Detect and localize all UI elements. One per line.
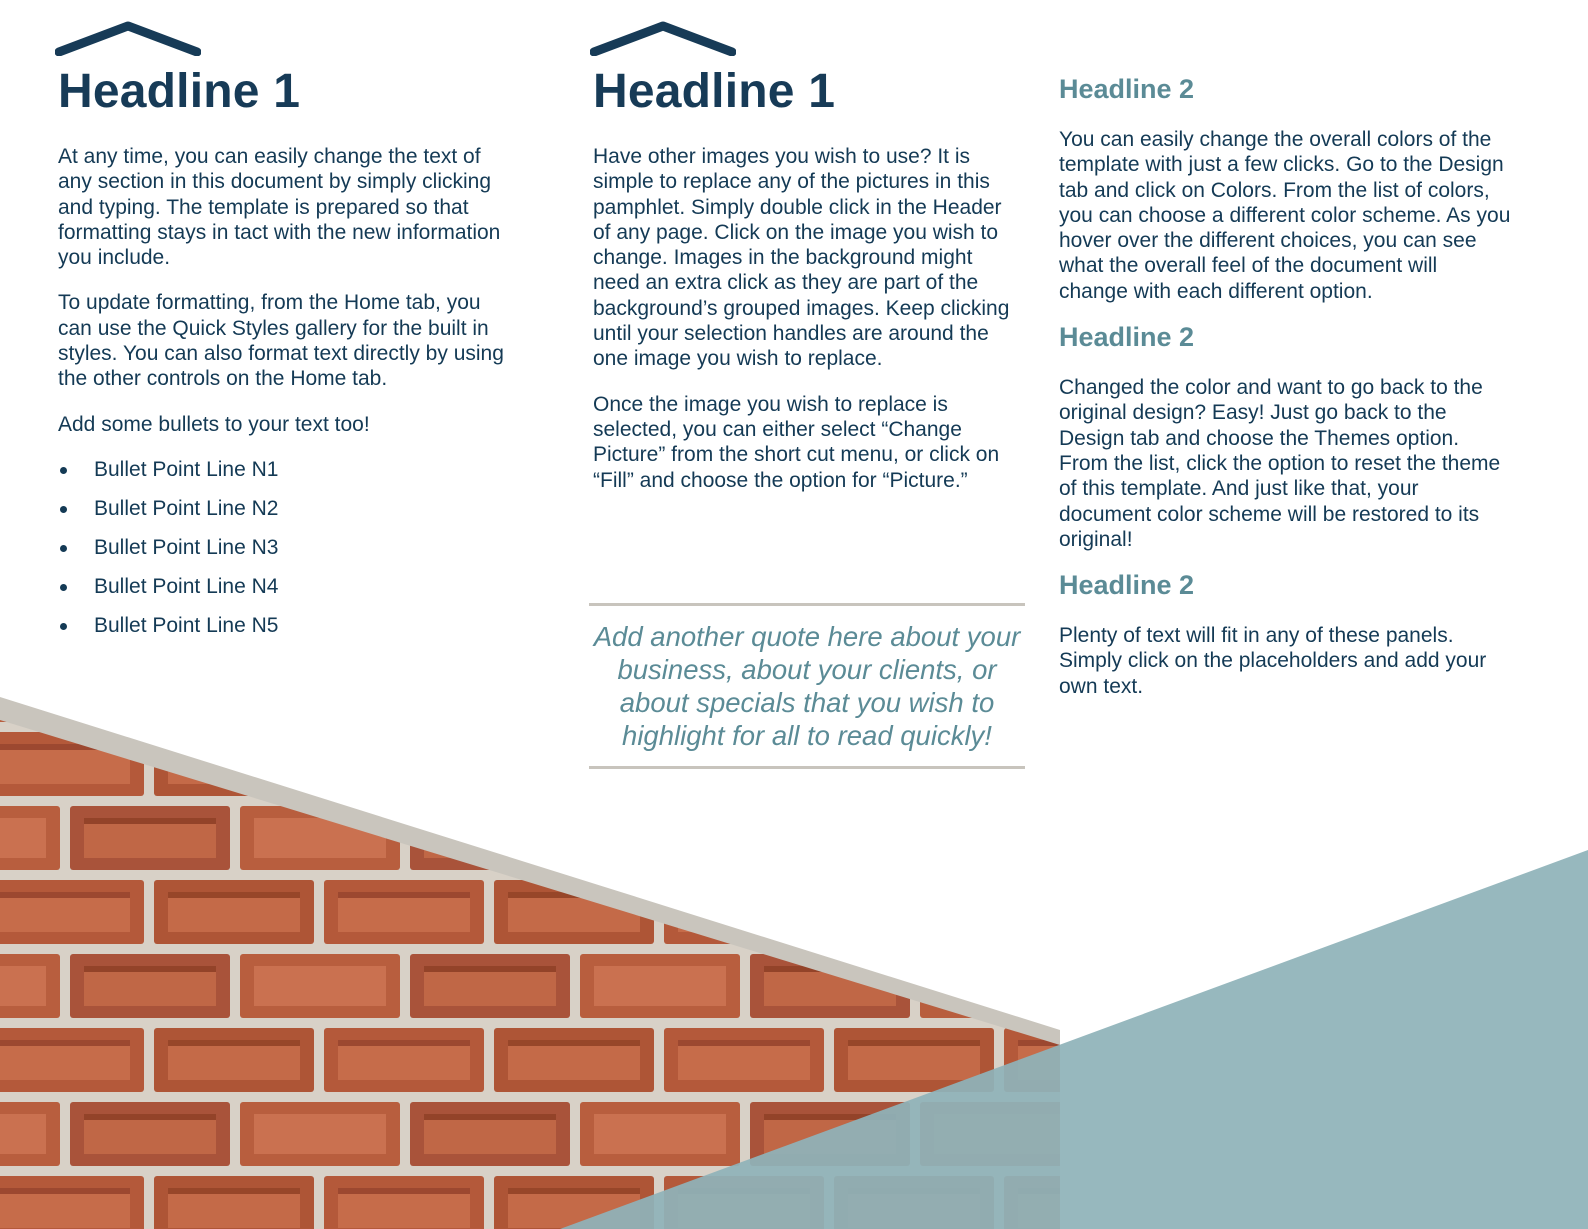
- roof-icon: [55, 20, 201, 56]
- list-item: [58, 496, 513, 535]
- bullet-text: Bullet Point Line N4: [94, 574, 279, 598]
- bullet-text: Bullet Point Line N2: [94, 496, 279, 520]
- bullet-dot-icon: [60, 506, 67, 513]
- right-headline-1: Headline 2: [1059, 74, 1195, 104]
- middle-paragraph-2: Once the image you wish to replace is selected, you can either select “Change Picture” from the short cut menu, or click on “Fill” and choose the option for “Picture.”: [593, 392, 1000, 492]
- middle-paragraph-1: Have other images you wish to use? It is simple to replace any of the pictures in this pamphlet. Simply double click in the Header of any page. Click on the image you wish to change. Images in the background might need an extra click as they are part of the background’s grouped images. Keep clicking until your selection handles are around the one image you wish to replace.: [593, 145, 1010, 371]
- left-paragraph-3: Add some bullets to your text too!: [58, 412, 370, 436]
- list-item: [58, 457, 513, 496]
- bullet-text: Bullet Point Line N5: [94, 613, 279, 637]
- right-headline-3: Headline 2: [1059, 570, 1195, 601]
- list-item: [58, 613, 513, 652]
- right-paragraph-3: Plenty of text will fit in any of these panels. Simply click on the placeholders and add your own text.: [1059, 624, 1487, 698]
- right-paragraph-2: Changed the color and want to go back to the original design? Easy! Just go back to the Design tab and choose the Themes option. From the list, click the option to reset the theme of this template. And just like that, your document color scheme will be restored to its original!: [1059, 376, 1501, 551]
- left-paragraph-2: To update formatting, from the Home tab, you can use the Quick Styles gallery for the built in styles. You can also format text directly by using the other controls on the Home tab.: [58, 291, 504, 391]
- right-panel-body: [1059, 76, 1511, 699]
- middle-headline: Headline 1: [593, 65, 836, 118]
- roof-icon: [590, 20, 736, 56]
- bullet-text: Bullet Point Line N1: [94, 457, 279, 481]
- list-item: [58, 535, 513, 574]
- bullet-dot-icon: [60, 623, 67, 630]
- left-paragraph-1: At any time, you can easily change the text of any section in this document by simply clicking and typing. The template is prepared so that formatting stays in tact with the new information you include.: [58, 145, 501, 270]
- left-headline: Headline 1: [58, 65, 301, 118]
- bullet-list: [58, 457, 513, 652]
- bullet-dot-icon: [60, 467, 67, 474]
- middle-panel-body: [593, 144, 1011, 493]
- bullet-dot-icon: [60, 584, 67, 591]
- left-panel-body: [58, 144, 513, 652]
- bullet-text: Bullet Point Line N3: [94, 535, 279, 559]
- bullet-dot-icon: [60, 545, 67, 552]
- right-headline-2: Headline 2: [1059, 322, 1195, 353]
- pull-quote-box: [589, 603, 1025, 769]
- pull-quote-text: Add another quote here about your business, about your clients, or about specials that you wish to highlight for all to read quickly!: [593, 621, 1021, 751]
- list-item: [58, 574, 513, 613]
- right-paragraph-1: You can easily change the overall colors of the template with just a few clicks. Go to the Design tab and click on Colors. From the list of colors, you can choose a different color scheme. As you hover over the different choices, you can see what the overall feel of the document will change with each different option.: [1059, 128, 1511, 303]
